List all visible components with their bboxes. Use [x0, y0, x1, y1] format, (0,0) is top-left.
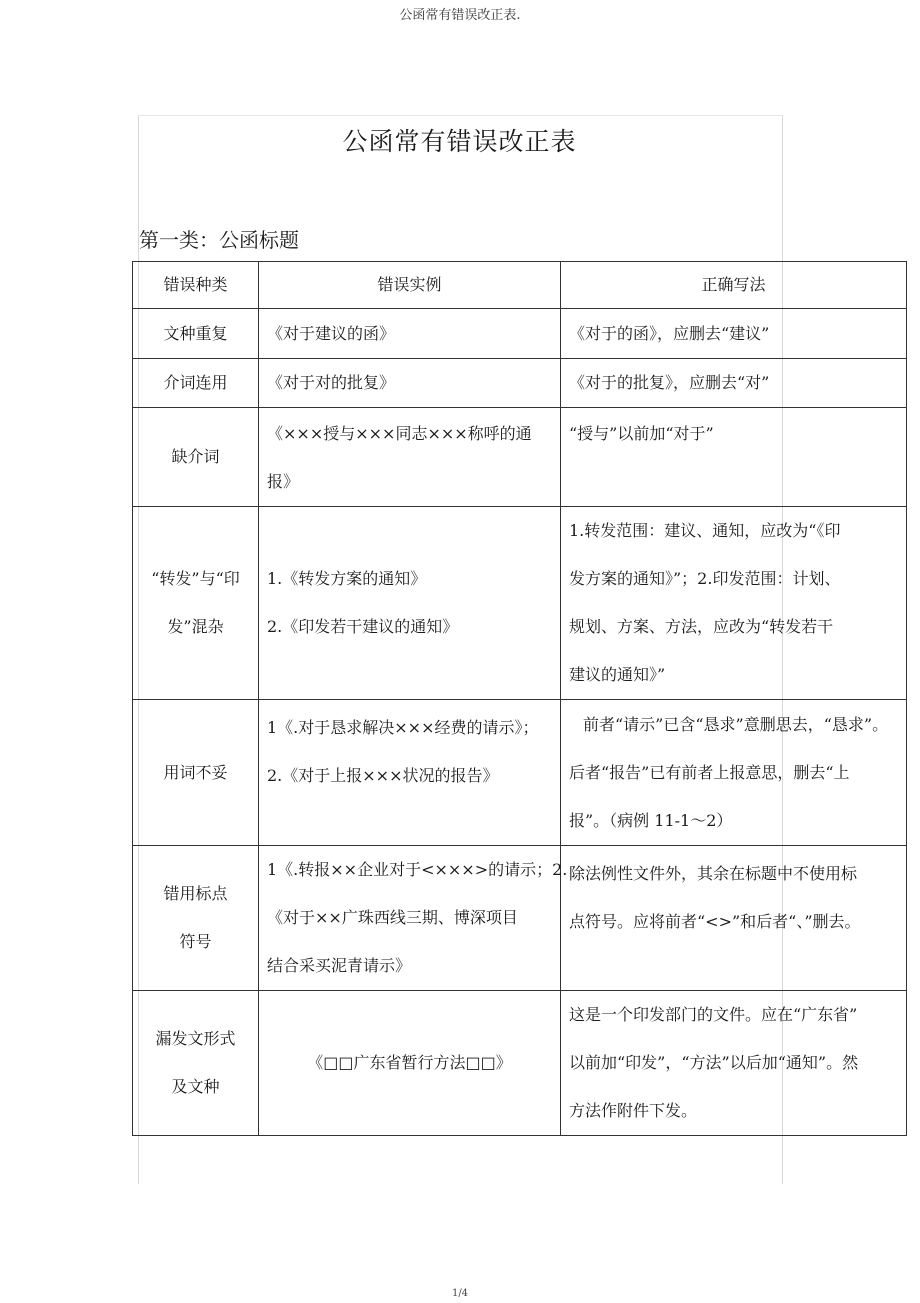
example-cell: 1.《转发方案的通知》 2.《印发若干建议的通知》: [259, 507, 561, 700]
correct-cell: 1.转发范围：建议、通知，应改为“《印 发方案的通知》”；2.印发范围：计划、 规划、方案、方法，应改为“转发若干 建议的通知》”: [561, 507, 907, 700]
example-cell: 1《.转报××企业对于<×××>的请示；2. 《对于××广珠西线三期、博深项目 结合采买泥青请示》: [259, 846, 561, 991]
running-header: 公函常有错误改正表.: [399, 8, 521, 23]
example-cell: 《□□广东省暂行方法□□》: [259, 991, 561, 1136]
correct-cell: 《对于的批复》，应删去“对”: [561, 359, 907, 408]
page-number: 1/4: [451, 1288, 469, 1299]
example-cell: 《对于对的批复》: [259, 359, 561, 408]
kind-cell: 介词连用: [133, 359, 259, 408]
table-header-row: [133, 262, 907, 309]
kind-cell: 文种重复: [133, 309, 259, 359]
header-correct: 正确写法: [561, 262, 907, 309]
example-cell: 《×××授与×××同志×××称呼的通 报》: [259, 408, 561, 507]
correct-cell: “授与”以前加“对于”: [561, 408, 907, 507]
table-row: [133, 991, 907, 1136]
header-example: 错误实例: [259, 262, 561, 309]
correct-cell: 这是一个印发部门的文件。应在“广东省” 以前加“印发”，“方法”以后加“通知”。然 方法作附件下发。: [561, 991, 907, 1136]
correct-cell: 前者“请示”已含“恳求”意删思去，“恳求”。 后者“报告”已有前者上报意思，删去“上 报”。（病例 11-1～2）: [561, 700, 907, 846]
correct-cell: 《对于的函》，应删去“建议”: [561, 309, 907, 359]
table-row: [133, 700, 907, 846]
example-cell: 1《.对于恳求解决×××经费的请示》； 2.《对于上报×××状况的报告》: [259, 700, 561, 846]
correct-cell: 除法例性文件外，其余在标题中不使用标 点符号。应将前者“<>”和后者“、”删去。: [561, 846, 907, 991]
header-kind: 错误种类: [133, 262, 259, 309]
kind-cell: “转发”与“印 发”混杂: [133, 507, 259, 700]
kind-cell: 错用标点 符号: [133, 846, 259, 991]
table-row: [133, 507, 907, 700]
table-row: [133, 359, 907, 408]
section-heading: 第一类：公函标题: [139, 228, 299, 252]
kind-cell: 用词不妥: [133, 700, 259, 846]
kind-cell: 缺介词: [133, 408, 259, 507]
table-row: [133, 309, 907, 359]
example-cell: 《对于建议的函》: [259, 309, 561, 359]
kind-cell: 漏发文形式 及文种: [133, 991, 259, 1136]
table-row: [133, 408, 907, 507]
error-correction-table: [132, 261, 907, 1136]
document-title: 公函常有错误改正表: [342, 127, 577, 156]
table-row: [133, 846, 907, 991]
